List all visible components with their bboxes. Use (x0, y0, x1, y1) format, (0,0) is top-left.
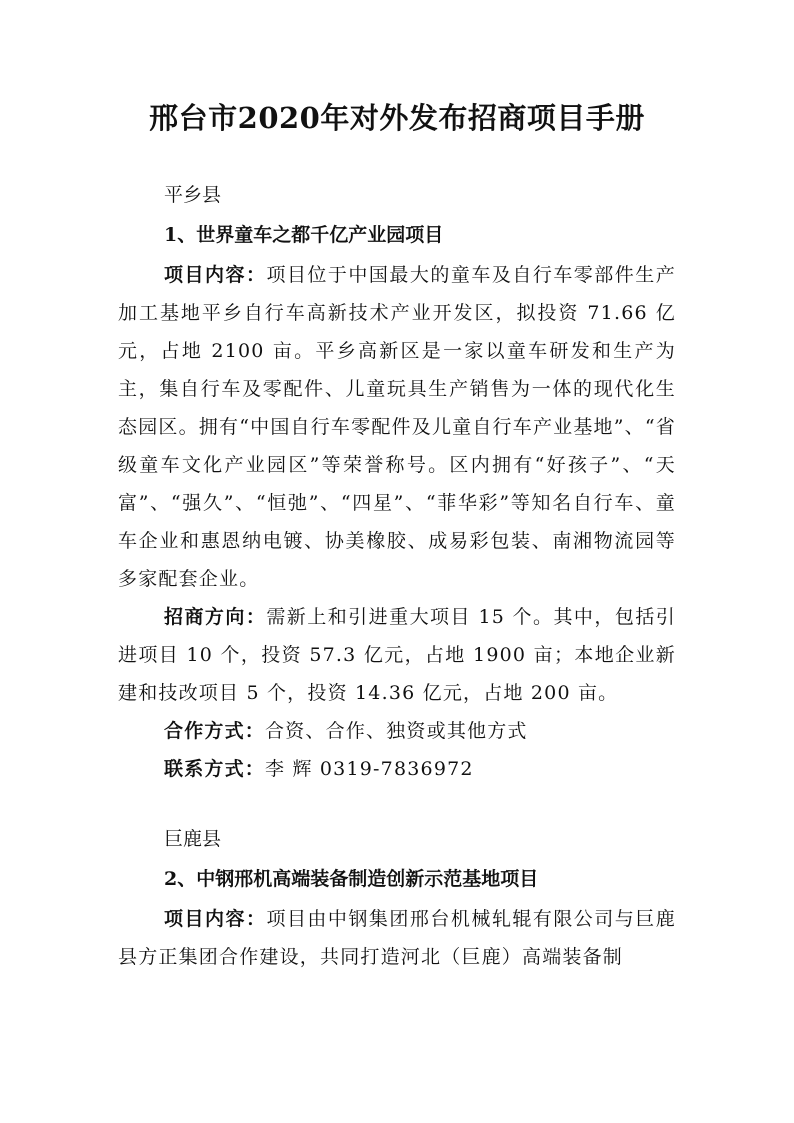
coop-text: 合资、合作、独资或其他方式 (265, 720, 528, 742)
contact-text: 李 辉 0319-7836972 (265, 758, 474, 780)
project-title: 2、中钢邢机高端装备制造创新示范基地项目 (164, 868, 539, 890)
content-label: 项目内容： (164, 264, 267, 286)
project-content-paragraph (118, 256, 676, 598)
content-text: 项目位于中国最大的童车及自行车零部件生产加工基地平乡自行车高新技术产业开发区，拟投资 71.66 亿元，占地 2100 亩。平乡高新区是一家以童车研发和生产为主，集自行车及零配件、儿童玩具生产销售为一体的现代化生态园区。拥有“中国自行车零配件及儿童自行车产业基地”、“省级童车文化产业园区”等荣誉称号。区内拥有“好孩子”、“天富”、“强久”、“恒弛”、“四星”、“菲华彩”等知名自行车、童车企业和惠恩纳电镀、协美橡胶、成易彩包装、南湘物流园等多家配套企业。 (118, 264, 676, 590)
contact-label: 联系方式： (164, 758, 266, 780)
content-label: 项目内容： (164, 908, 267, 930)
project-content-paragraph (118, 900, 676, 976)
section-julu (118, 820, 676, 976)
contact-line (118, 750, 676, 788)
section-pingxiang (118, 176, 676, 788)
section-gap (118, 788, 676, 820)
county-heading: 平乡县 (164, 184, 222, 206)
direction-label: 招商方向： (164, 606, 267, 628)
content-text: 项目由中钢集团邢台机械轧辊有限公司与巨鹿县方正集团合作建设，共同打造河北（巨鹿）高端装备制 (118, 908, 676, 968)
project-title: 1、世界童车之都千亿产业园项目 (164, 224, 444, 246)
cooperation-line (118, 712, 676, 750)
direction-text: 需新上和引进重大项目 15 个。其中，包括引进项目 10 个，投资 57.3 亿元，占地 1900 亩；本地企业新建和技改项目 5 个，投资 14.36 亿元，占地 200 亩。 (118, 606, 676, 704)
coop-label: 合作方式： (164, 720, 266, 742)
document-title: 邢台市2020年对外发布招商项目手册 (149, 101, 645, 135)
investment-direction-paragraph (118, 598, 676, 712)
county-heading: 巨鹿县 (164, 828, 222, 850)
